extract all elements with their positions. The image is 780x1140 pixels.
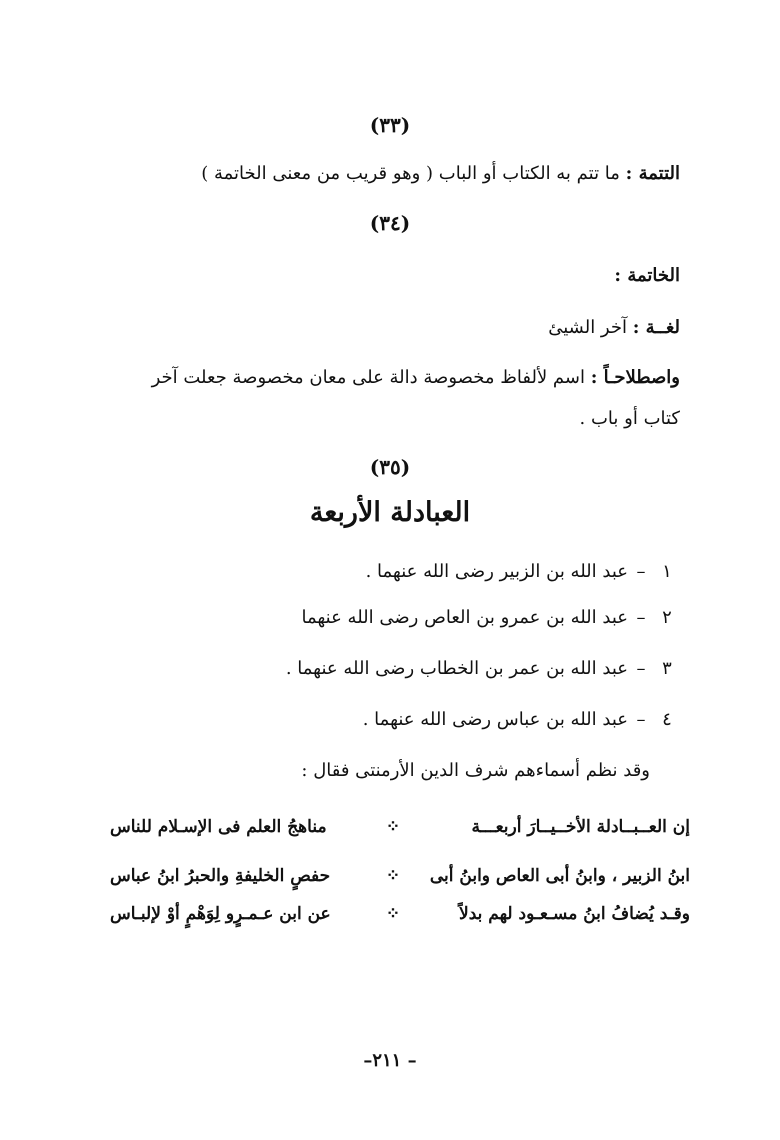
list-item-text: عبد الله بن عمر بن الخطاب رضى الله عنهما . [285,658,628,679]
list-item-text: عبد الله بن عمرو بن العاص رضى الله عنهما [301,607,628,628]
istilah-line [152,367,680,388]
istilah-label: واصطلاحـاً : [590,367,680,388]
list-item-dash: – [636,658,646,679]
page-number: –٢١١ – [363,1050,417,1071]
list-item [366,561,680,582]
verse-first-hemistich: ابنُ الزبير ، وابنُ أبى العاص وابنُ أبى [429,866,690,886]
poem-intro: وقد نظم أسماءهم شرف الدين الأرمنتى فقال : [301,760,650,781]
section-number-35: (٣٥) [369,455,411,479]
poem-verse [110,817,690,847]
list-item-text: عبد الله بن عباس رضى الله عنهما . [362,709,628,730]
entry-tatimma [201,163,680,184]
list-item-text: عبد الله بن الزبير رضى الله عنهما . [365,561,628,582]
poem-verse [110,904,690,934]
lugha-label: لغــة : [632,317,680,338]
section-title: العبادلة الأربعة [309,497,471,528]
istilah-text-1: اسم لألفاظ مخصوصة دالة على معان مخصوصة جعلت آخر [151,367,591,388]
verse-separator: ⁘ [385,904,401,924]
list-item-dash: – [636,607,646,628]
list-item-number: ١ [662,561,672,582]
verse-separator: ⁘ [385,817,401,837]
section-number-34: (٣٤) [369,211,411,235]
verse-second-hemistich: حفصٍ الخليفةِ والحبرُ ابنُ عباس [110,866,331,886]
term-khatima: الخاتمة : [614,265,680,286]
section-number-33: (٣٣) [369,113,411,137]
definition-tatimma: ما تتم به الكتاب أو الباب ( وهو قريب من معنى الخاتمة ) [201,163,626,184]
entry-khatima [614,265,680,286]
lugha-text: آخر الشيئ [548,317,633,338]
list-item-number: ٤ [662,709,672,730]
list-item [286,658,680,679]
list-item-dash: – [636,561,646,582]
list-item [301,607,680,628]
verse-separator: ⁘ [385,866,401,886]
verse-first-hemistich: إن العــبــادلة الأخــيــارَ أربعـــة [471,817,690,837]
list-item-number: ٢ [662,607,672,628]
verse-first-hemistich: وقـد يُضافُ ابنُ مسـعـود لهم بدلاً [459,904,690,924]
list-item-number: ٣ [662,658,672,679]
list-item [363,709,680,730]
term-tatimma: التتمة : [625,163,680,184]
poem-verse [110,866,690,896]
verse-second-hemistich: عن ابن عـمـرٍو لِوَهْمٍ أوْ لإلبـاس [110,904,331,924]
istilah-text-2: كتاب أو باب . [579,408,680,429]
verse-second-hemistich: مناهجُ العلم فى الإسـلام للناس [110,817,327,837]
list-item-dash: – [636,709,646,730]
lugha-line [548,317,680,338]
